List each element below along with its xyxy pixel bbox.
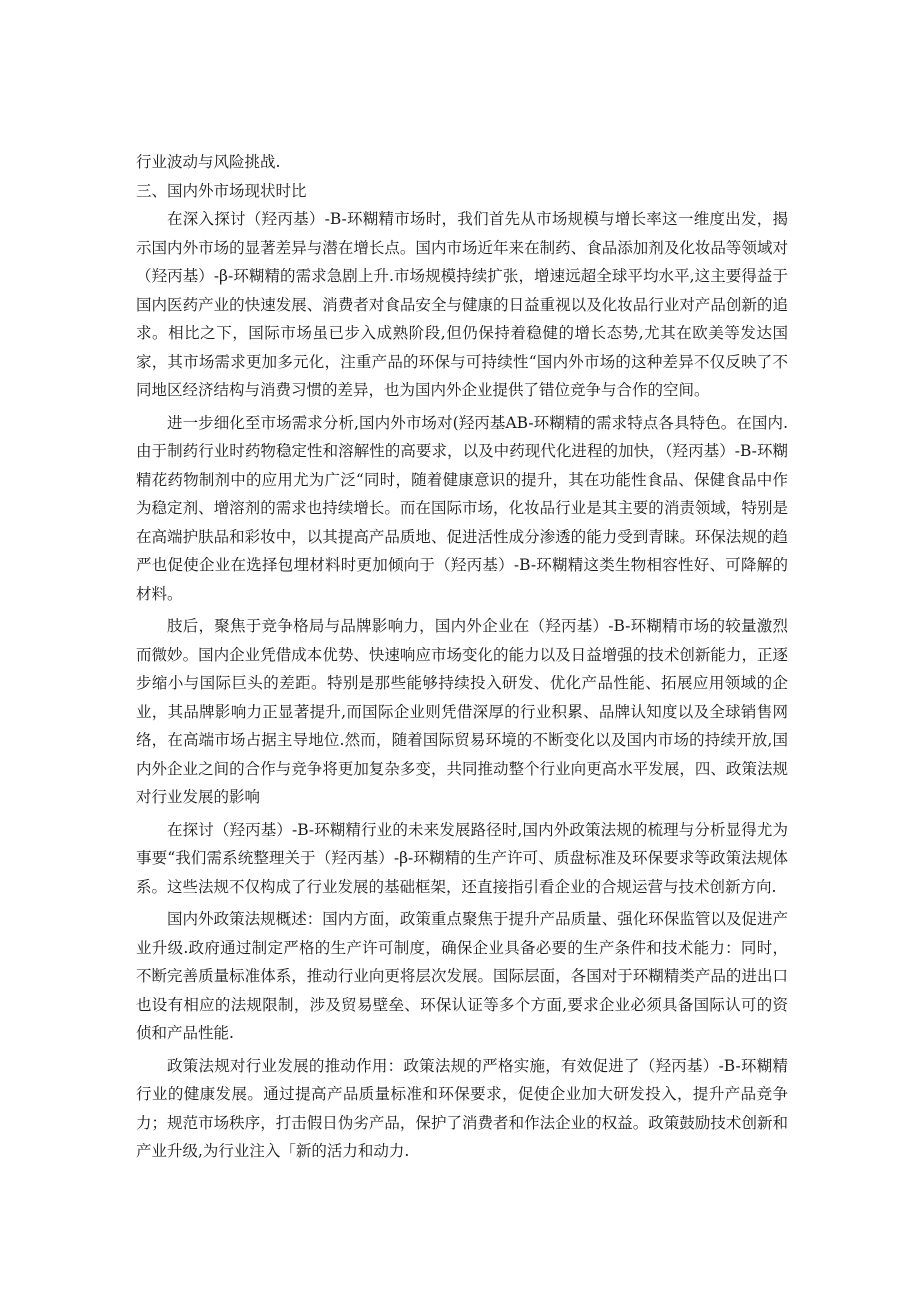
section-heading-market-comparison: 三、国内外市场现状时比 bbox=[136, 181, 307, 200]
paragraph-competition: 肢后，聚焦于竞争格局与品牌影响力，国内外企业在（羟丙基）-B-环糊精市场的较量激烈而微妙。国内企业凭借成本优势、快速响应市场变化的能力以及日益增强的技术创新能力，正逐步缩小与国际巨头的差距。特别是那些能够持续投入研发、优化产品性能、拓展应用领域的企业，其品牌影响力正显著提升,而国际企业则凭借深厚的行业积累、品牌认知度以及全球销售网络，在高端市场占据主导地位.然而，随着国际贸易环境的不断变化以及国内市场的持续开放,国内外企业之间的合作与竞争将更加复杂多变，共同推动整个行业向更高水平发展，四、政策法规对行业发展的影响 bbox=[136, 617, 788, 806]
paragraph-market-demand: 进一步细化至市场需求分析,国内外市场对(羟丙基AB-环糊精的需求特点各具特色。在国内.由于制药行业时药物稳定性和溶解性的高要求，以及中药现代化进程的加快，（羟丙基）-B-环糊精花药物制剂中的应用尤为广泛“同时，随着健康意识的提升，其在功能性食品、保健食品中作为稳定剂、增溶剂的需求也持续增长。而在国际市场，化妆品行业是其主要的消责领域，特别是在高端护肤品和彩妆中，以其提高产品质地、促进活性成分渗透的能力受到青睐。环保法规的趋严也促使企业在选择包埋材料时更加倾向于（羟丙基）-B-环糊精这类生物相容性好、可降解的材料。 bbox=[136, 413, 788, 603]
paragraph-policy-intro: 在探讨（羟丙基）-B-环糊精行业的未来发展路径时,国内外政策法规的梳理与分析显得尤为事要“我们需系统整理关于（羟丙基）-β-环糊精的生产许可、质盘标准及环保要求等政策法规体系。这些法规不仅构成了行业发展的基础框架，还直接指引看企业的合规运营与技术创新方向. bbox=[136, 820, 788, 896]
paragraph-policy-overview: 国内外政策法规概述：国内方面，政策重点聚焦于提升产品质量、强化环保监管以及促进产业升级.政府通过制定严格的生产许可制度，确保企业具备必要的生产条件和技术能力：同时，不断完善质量标准体系，推动行业向更将层次发展。国际层面，各国对于环糊精类产品的进出口也设有相应的法规限制，涉及贸易壁垒、环保认证等多个方面,要求企业必须具备国际认可的资侦和产品性能. bbox=[136, 910, 788, 1042]
document-body bbox=[136, 148, 788, 1170]
paragraph-market-scale: 在深入探讨（羟丙基）-B-环糊精市场时，我们首先从市场规模与增长率这一维度出发，揭示国内外市场的显著差异与潜在增长点。国内市场近年来在制药、食品添加剂及化妆品等领域对（羟丙基）-β-环糊精的需求急剧上升.市场规模持续扩张，增速远超全球平均水平,这主要得益于国内医药产业的快速发展、消费者对食品安全与健康的日益重视以及化妆品行业对产品创新的追求。相比之下，国际市场虽已步入成熟阶段,但仍保持着稳健的增长态势,尤其在欧美等发达国家，其市场需求更加多元化，注重产品的环保与可持续性“国内外市场的这种差异不仅反映了不同地区经济结构与消费习惯的差异，也为国内外企业提供了错位竞争与合作的空间。 bbox=[136, 210, 788, 399]
lead-fragment: 行业波动与风险挑战. bbox=[136, 153, 281, 171]
paragraph-policy-impact: 政策法规对行业发展的推动作用：政策法规的严格实施，有效促进了（羟丙基）-B-环糊精行业的健康发展。通过提高产品质量标准和环保要求，促使企业加大研发投入，提升产品竞争力；规范市场秩序，打击假日伪劣产品，保护了消费者和作法企业的权益。政策鼓励技术创新和产业升级,为行业注入「新的活力和动力. bbox=[136, 1056, 788, 1160]
